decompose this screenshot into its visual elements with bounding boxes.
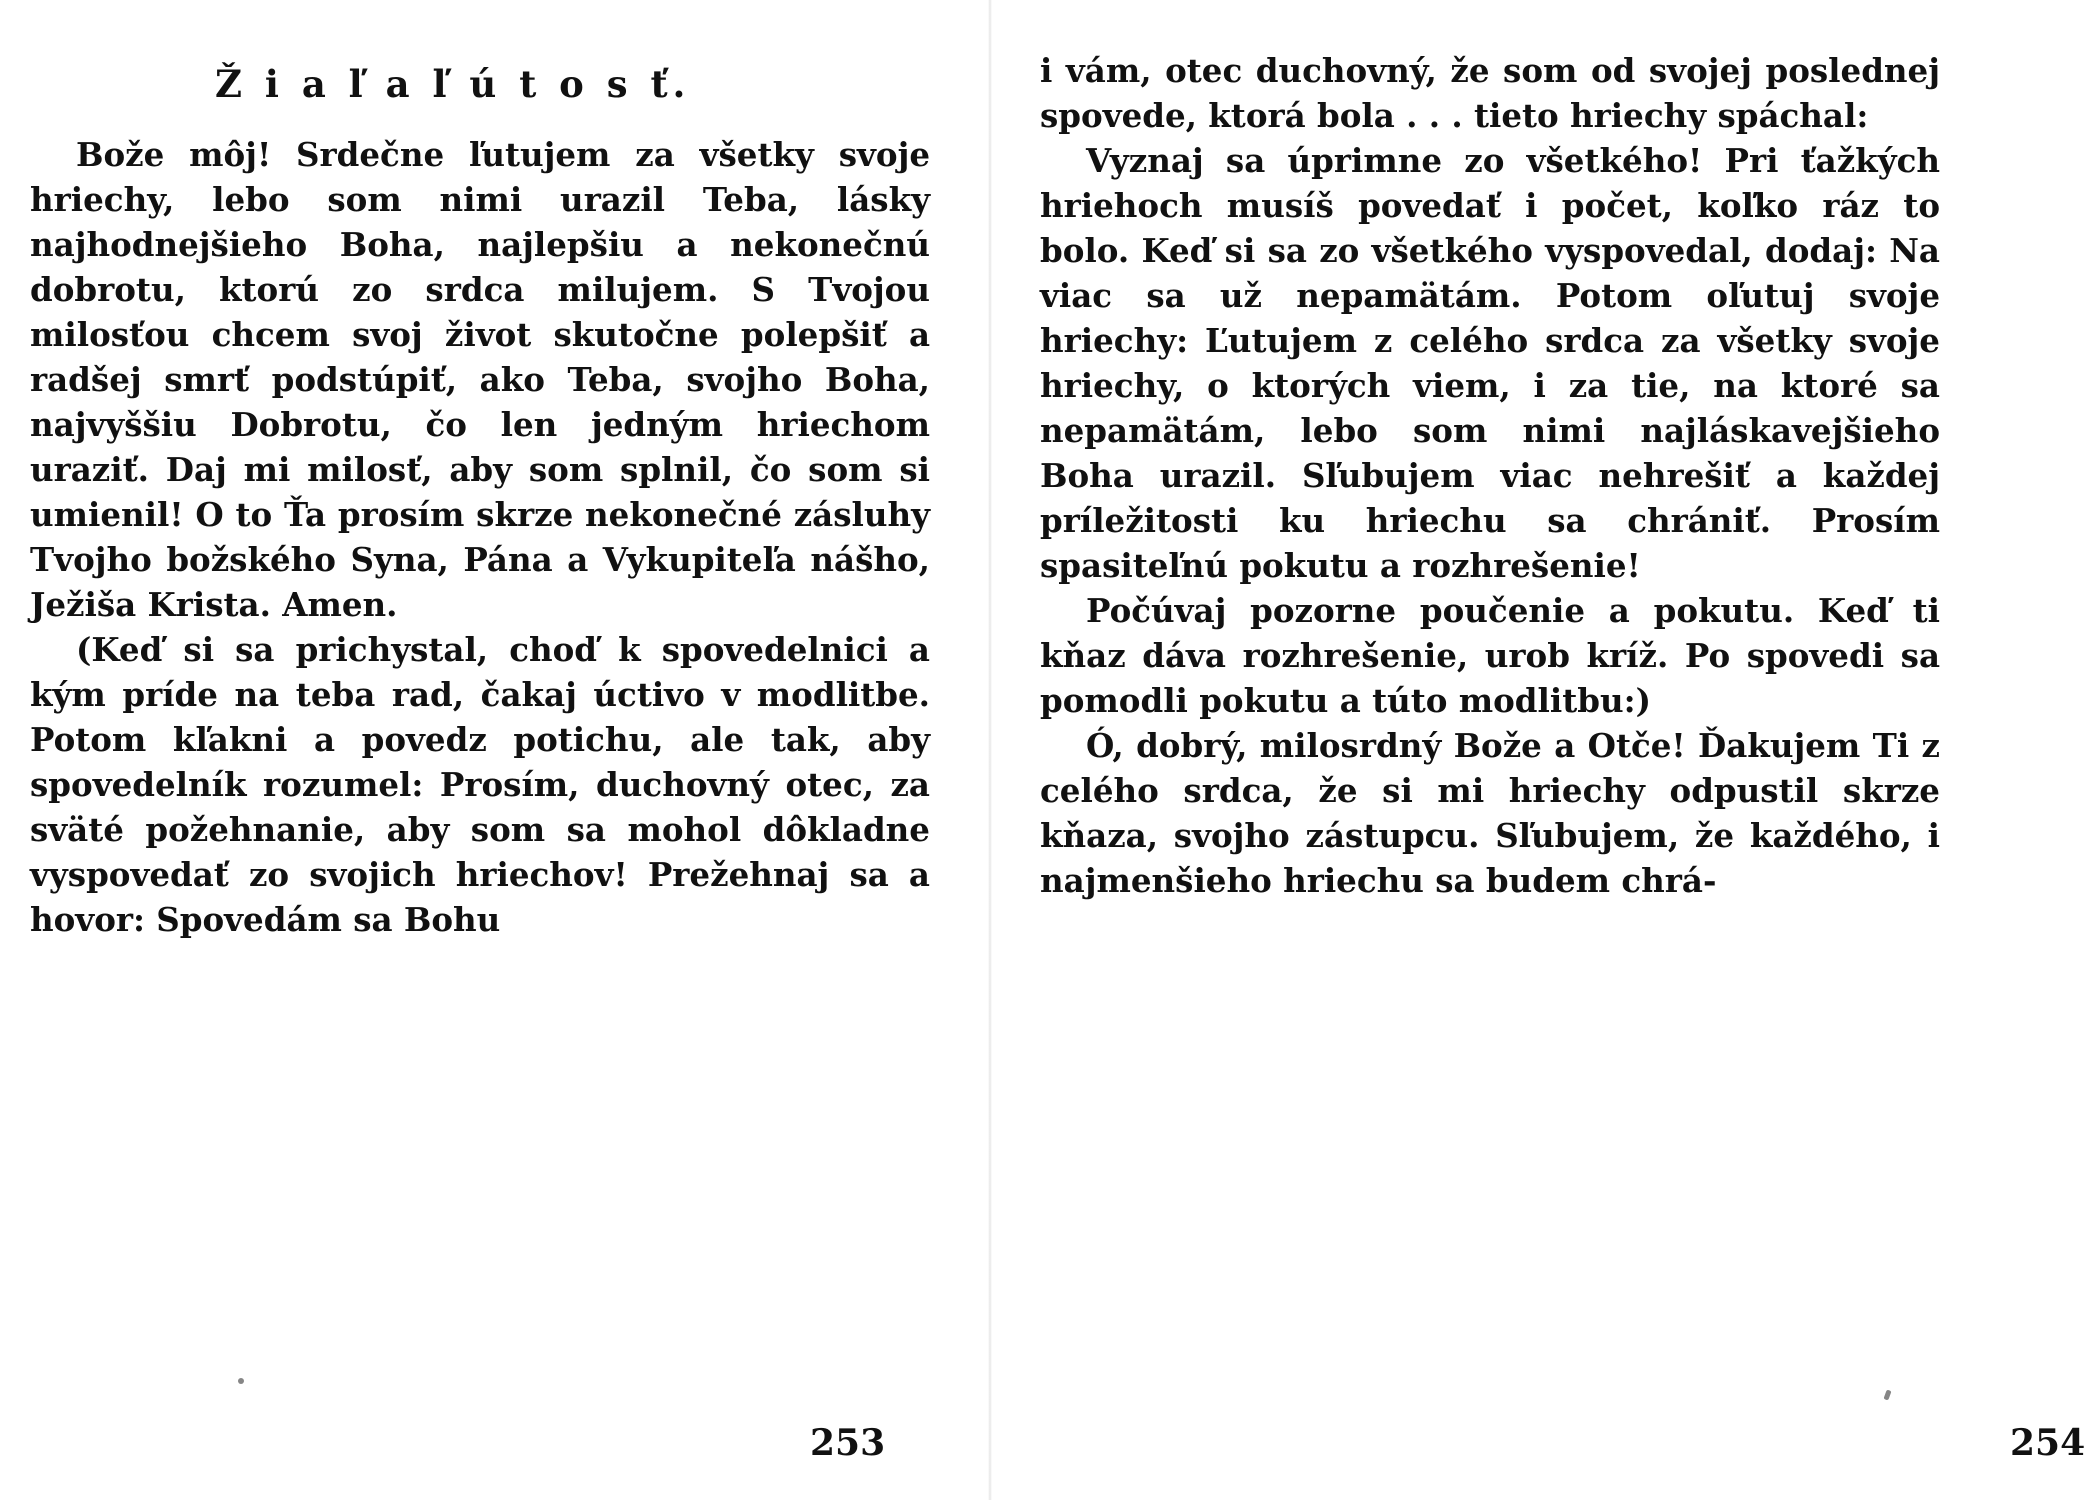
paragraph: i vám, otec duchovný, že som od svojej poslednej spovede, ktorá bola . . . tieto hriechy spáchal: bbox=[1040, 51, 1940, 135]
paragraph: Ó, dobrý, milosrdný Bože a Otče! Ďakujem Ti z celého srdca, že si mi hriechy odpustil skrze kňaza, svojho zástupcu. Sľubujem, že každého, i najmenšieho hriechu sa budem chrá- bbox=[1040, 726, 1940, 900]
page-title: Ž i a ľ a ľ ú t o s ť. bbox=[215, 62, 691, 106]
left-column-text bbox=[30, 132, 930, 942]
folio-number-right: 254 bbox=[2010, 1422, 2085, 1464]
folio-number-left: 253 bbox=[810, 1422, 886, 1464]
paper-speck bbox=[238, 1378, 244, 1384]
paragraph: Vyznaj sa úprimne zo všetkého! Pri ťažkých hriehoch musíš povedať i počet, koľko ráz to bolo. Keď si sa zo všetkého vyspovedal, dodaj: Na viac sa už nepamätám. Potom oľutuj svoje hriechy: Ľutujem z celého srdca za všetky svoje hriechy, o ktorých viem, i za tie, na ktoré sa nepamätám, lebo som nimi najláskavejšieho Boha urazil. Sľubujem viac nehrešiť a každej príležitosti ku hriechu sa chrániť. Prosím spasiteľnú pokutu a rozhrešenie! bbox=[1040, 141, 1940, 585]
paragraph: Počúvaj pozorne poučenie a pokutu. Keď ti kňaz dáva rozhrešenie, urob kríž. Po spovedi sa pomodli pokutu a túto modlitbu:) bbox=[1040, 591, 1940, 720]
page-right bbox=[990, 0, 2085, 1500]
right-column-text bbox=[1040, 48, 1940, 903]
page-left bbox=[0, 0, 990, 1500]
paragraph: (Keď si sa prichystal, choď k spovedelnici a kým príde na teba rad, čakaj úctivo v modlitbe. Potom kľakni a povedz potichu, ale tak, aby spovedelník rozumel: Prosím, duchovný otec, za sväté požehnanie, aby som sa mohol dôkladne vyspovedať zo svojich hriechov! Prežehnaj sa a hovor: Spovedám sa Bohu bbox=[30, 630, 930, 939]
paragraph: Bože môj! Srdečne ľutujem za všetky svoje hriechy, lebo som nimi urazil Teba, lásky najhodnejšieho Boha, najlepšiu a nekonečnú dobrotu, ktorú zo srdca milujem. S Tvojou milosťou chcem svoj život skutočne polepšiť a radšej smrť podstúpiť, ako Teba, svojho Boha, najvyššiu Dobrotu, čo len jedným hriechom uraziť. Daj mi milosť, aby som splnil, čo som si umienil! O to Ťa prosím skrze nekonečné zásluhy Tvojho božského Syna, Pána a Vykupiteľa nášho, Ježiša Krista. Amen. bbox=[30, 135, 930, 624]
